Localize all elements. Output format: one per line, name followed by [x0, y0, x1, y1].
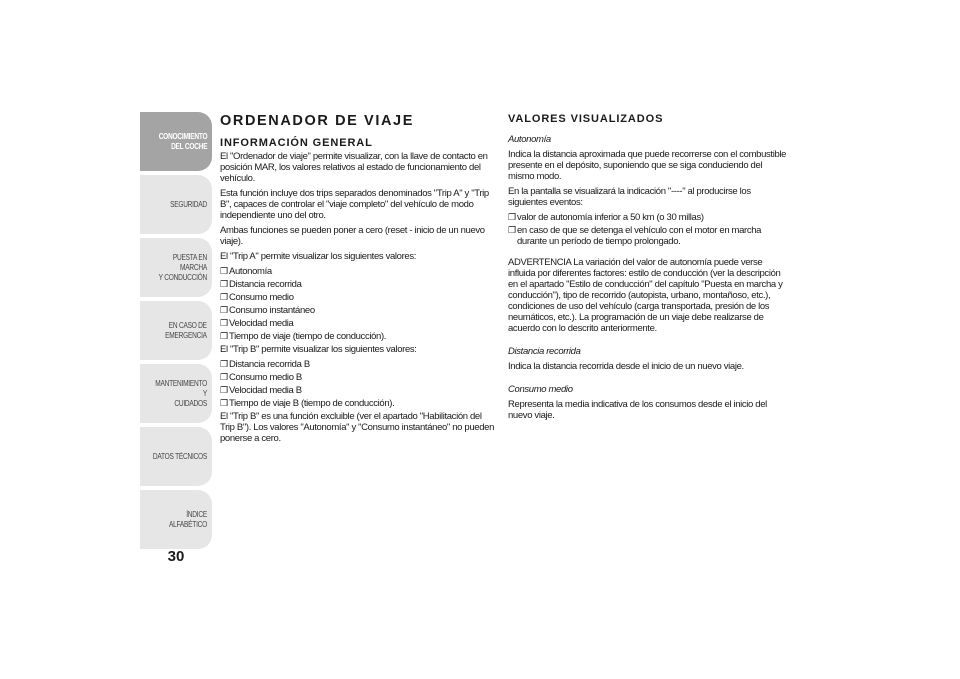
section-heading: VALORES VISUALIZADOS — [508, 113, 664, 125]
tab-datos-tecnicos[interactable] — [140, 427, 212, 486]
page-title: ORDENADOR DE VIAJE — [220, 113, 414, 129]
list-item: ❒ Tiempo de viaje B (tiempo de conducción). — [220, 398, 395, 409]
list-item: ❒ Velocidad media B — [220, 385, 302, 396]
checkbox-bullet-icon: ❒ — [220, 318, 228, 328]
list-item: ❒ Consumo medio B — [220, 372, 302, 383]
paragraph: El "Ordenador de viaje" permite visualizar, con la llave de contacto en posición MAR, los valores relativos al estado de funcionamiento del vehículo. — [220, 151, 488, 184]
paragraph: El "Trip B" es una función excluible (ver el apartado "Habilitación del Trip B"). Los valores "Autonomía" y "Consumo instantáneo" no pueden ponerse a cero. — [220, 411, 495, 444]
tab-seguridad[interactable] — [140, 175, 212, 234]
list-item: ❒ Distancia recorrida — [220, 279, 302, 290]
trip-b-list — [220, 359, 496, 409]
spacer — [508, 376, 790, 384]
checkbox-bullet-icon: ❒ — [220, 372, 228, 382]
trip-a-list — [220, 266, 496, 342]
list-item: ❒ Velocidad media — [220, 318, 294, 329]
tab-indice-alfabetico[interactable] — [140, 490, 212, 549]
paragraph: Indica la distancia recorrida desde el inicio de un nuevo viaje. — [508, 361, 744, 372]
paragraph: Representa la media indicativa de los consumos desde el inicio del nuevo viaje. — [508, 399, 767, 421]
list-item: ❒ Consumo medio — [220, 292, 294, 303]
checkbox-bullet-icon: ❒ — [220, 385, 228, 395]
tab-label: MANTENIMIENTO Y CUIDADOS — [155, 378, 207, 408]
checkbox-bullet-icon: ❒ — [508, 212, 516, 222]
tab-label: EN CASO DE EMERGENCIA — [165, 320, 207, 340]
paragraph: Ambas funciones se pueden poner a cero (reset - inicio de un nuevo viaje). — [220, 225, 485, 247]
list-item: ❒ Consumo instantáneo — [220, 305, 315, 316]
tab-puesta-en-marcha[interactable] — [140, 238, 212, 297]
list-item: ❒ en caso de que se detenga el vehículo con el motor en marcha durante un período de tiempo prolongado. — [508, 225, 762, 247]
warning-paragraph: ADVERTENCIA La variación del valor de autonomía puede verse influida por diferentes factores: estilo de conducción (ver la descripción en el apartado "Estilo de conducción" del capítulo "Puesta en marcha y conducción"), tipo de recorrido (autopista, urbano, montañoso, etc.), condiciones de uso del vehículo (carga transportada, presión de los neumáticos, etc.). La programación de un viaje debe realizarse de acuerdo con lo descrito anteriormente. — [508, 257, 783, 334]
paragraph: Indica la distancia aproximada que puede recorrerse con el combustible presente en el depósito, suponiendo que se siga conduciendo del mismo modo. — [508, 149, 787, 182]
spacer — [508, 338, 790, 346]
list-item: ❒ Distancia recorrida B — [220, 359, 310, 370]
list-item: ❒ Autonomía — [220, 266, 272, 277]
checkbox-bullet-icon: ❒ — [508, 225, 516, 235]
paragraph: En la pantalla se visualizará la indicación "----" al producirse los siguientes eventos: — [508, 186, 751, 208]
subheading-consumo-medio: Consumo medio — [508, 384, 573, 395]
list-item: ❒ Tiempo de viaje (tiempo de conducción). — [220, 331, 387, 342]
section-heading: INFORMACIÓN GENERAL — [220, 137, 373, 149]
autonomy-list — [508, 212, 790, 247]
paragraph: Esta función incluye dos trips separados denominados "Trip A" y "Trip B", capaces de controlar el "viaje completo" del vehículo de modo independiente uno del otro. — [220, 188, 489, 221]
checkbox-bullet-icon: ❒ — [220, 359, 228, 369]
tab-label: DATOS TÉCNICOS — [152, 451, 207, 461]
page-number: 30 — [167, 548, 185, 565]
tab-mantenimiento[interactable] — [140, 364, 212, 423]
subheading-distancia: Distancia recorrida — [508, 346, 581, 357]
checkbox-bullet-icon: ❒ — [220, 266, 228, 276]
tab-en-caso-de-emergencia[interactable] — [140, 301, 212, 360]
checkbox-bullet-icon: ❒ — [220, 279, 228, 289]
chapter-sidebar — [140, 112, 212, 553]
right-column — [508, 112, 790, 425]
tab-label: CONOCIMIENTO DEL COCHE — [158, 131, 207, 151]
paragraph: El "Trip B" permite visualizar los siguientes valores: — [220, 344, 417, 355]
checkbox-bullet-icon: ❒ — [220, 292, 228, 302]
checkbox-bullet-icon: ❒ — [220, 305, 228, 315]
paragraph: El "Trip A" permite visualizar los siguientes valores: — [220, 251, 417, 262]
left-column — [220, 112, 496, 448]
spacer — [508, 249, 790, 257]
tab-label: PUESTA EN MARCHA Y CONDUCCIÓN — [158, 252, 207, 282]
checkbox-bullet-icon: ❒ — [220, 398, 228, 408]
tab-label: ÍNDICE ALFABÉTICO — [168, 509, 207, 529]
subheading-autonomia: Autonomía — [508, 134, 551, 145]
tab-conocimiento-del-coche[interactable] — [140, 112, 212, 171]
list-item: ❒ valor de autonomía inferior a 50 km (o 30 millas) — [508, 212, 704, 223]
tab-label: SEGURIDAD — [170, 199, 207, 209]
checkbox-bullet-icon: ❒ — [220, 331, 228, 341]
